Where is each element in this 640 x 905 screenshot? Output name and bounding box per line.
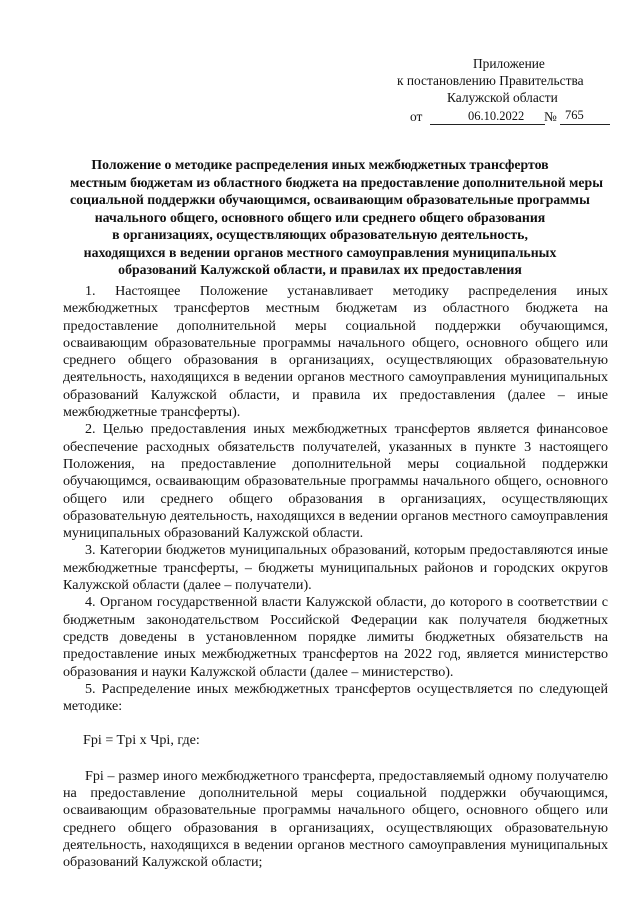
resolution-label: к постановлению Правительства bbox=[397, 73, 584, 88]
from-label: от bbox=[410, 109, 423, 124]
paragraph-4: 4. Органом государственной власти Калужской области, до которого в соответствии с бюджетным законодательством Российской Федерации как получателя бюджетных средств доведены в установленном порядке лимиты бюджетных обязательств на предоставление иных межбюджетных трансфертов на 2022 год, является министерство образования и науки Калужской области (далее – министерство). bbox=[63, 594, 608, 680]
resolution-date: 06.10.2022 bbox=[468, 109, 525, 123]
paragraph-5: 5. Распределение иных межбюджетных трансфертов осуществляется по следующей методике: bbox=[63, 680, 608, 715]
appendix-label: Приложение bbox=[473, 56, 545, 71]
resolution-number: 765 bbox=[565, 108, 584, 122]
definition-fpi: Fpi – размер иного межбюджетного трансферта, предоставляемый одному получателю на предоставление дополнительной меры социальной поддержки обучающимся, осваивающим образовательные программы начального общего, основного общего или среднего общего образования в организациях, осуществляющих образовательную деятельность, находящихся в ведении органов местного самоуправления муниципальных образований Калужской области; bbox=[63, 767, 608, 871]
paragraph-1: 1. Настоящее Положение устанавливает методику распределения иных межбюджетных трансфертов местным бюджетам из областного бюджета на предоставление дополнительной меры социальной поддержки обучающимся, осваивающим образовательные программы начального общего, основного общего или среднего общего образования в организациях, осуществляющих образовательную деятельность, находящихся в ведении органов местного самоуправления муниципальных образований Калужской области, и правила их предоставления (далее – иные межбюджетные трансферты). bbox=[63, 283, 608, 421]
title-line: социальной поддержки обучающимся, осваивающим образовательные программы bbox=[70, 192, 590, 207]
document-body bbox=[63, 283, 608, 872]
title-line: местным бюджетам из областного бюджета на предоставление дополнительной меры bbox=[70, 174, 603, 190]
title-line: находящихся в ведении органов местного самоуправления муниципальных bbox=[83, 244, 557, 260]
region-label: Калужской области bbox=[447, 90, 558, 105]
paragraph-3: 3. Категории бюджетов муниципальных образований, которым предоставляются иные межбюджетные трансферты, – бюджеты муниципальных районов и городских округов Калужской области (далее – получатели). bbox=[63, 542, 608, 594]
number-label: № bbox=[544, 109, 557, 124]
paragraph-2: 2. Целью предоставления иных межбюджетных трансфертов является финансовое обеспечение расходных обязательств получателей, указанных в пункте 3 настоящего Положения, на предоставление дополнительной меры социальной поддержки обучающимся, осваивающим образовательные программы начального общего, основного общего или среднего общего образования в организациях, осуществляющих образовательную деятельность, находящихся в ведении органов местного самоуправления муниципальных образований Калужской области. bbox=[63, 421, 608, 542]
title-line: образований Калужской области, и правилах их предоставления bbox=[118, 262, 522, 277]
document-title bbox=[70, 156, 603, 279]
title-line: Положение о методике распределения иных межбюджетных трансфертов bbox=[91, 157, 549, 172]
title-line: в организациях, осуществляющих образовательную деятельность, bbox=[112, 227, 528, 242]
formula: Fpi = Tpi x Чpi, где: bbox=[83, 732, 200, 749]
title-line: начального общего, основного общего или среднего общего образования bbox=[94, 209, 546, 225]
